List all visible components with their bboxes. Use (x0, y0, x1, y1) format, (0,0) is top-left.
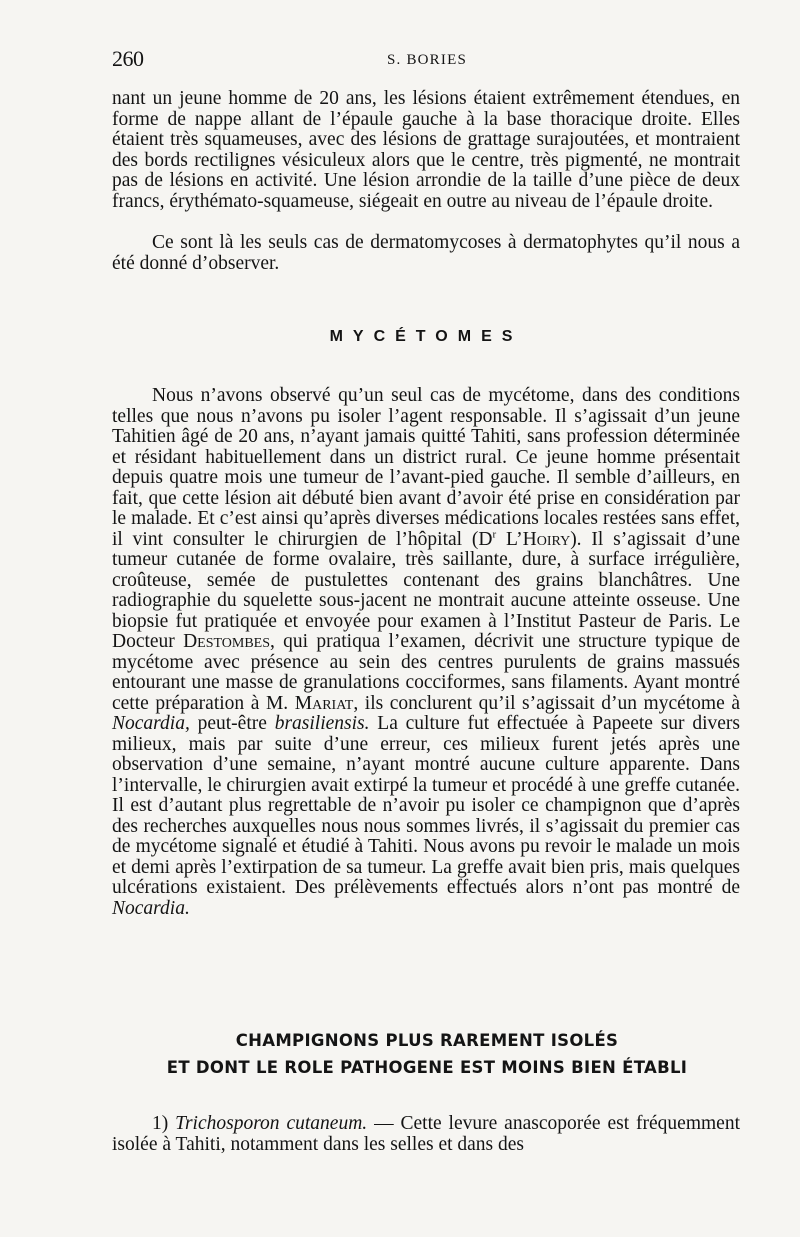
section-heading-champignons-line2: ET DONT LE ROLE PATHOGENE EST MOINS BIEN ÉTABLI (166, 1058, 688, 1077)
taxon-trichosporon: Trichosporon cutaneum. (175, 1113, 368, 1134)
paragraph-conclusion-dermatomycoses: Ce sont là les seuls cas de dermatomycoses à dermatophytes qu’il nous a été donné d’observer. (112, 232, 740, 274)
paragraph-mycetome-case: Nous n’avons observé qu’un seul cas de mycétome, dans des conditions telles que nous n’avons pu isoler l’agent responsable. Il s’agissait d’un jeune Tahitien âgé de 20 ans, n’ayant jamais quitté Tahiti, sans profession déterminée et résidant habituellement dans un district rural. Ce jeune homme présentait depuis quatre mois une tumeur de l’avant-pied gauche. Il semble d’ailleurs, en fait, que cette lésion ait débuté bien avant d’avoir été prise en considération par le malade. Et c’est ainsi qu’après diverses médications locales restées sans effet, il vint consulter le chirurgien de l’hôpital ($D^r$ L’Hoiry). Il s’agissait d’une tumeur cutanée de forme ovalaire, très saillante, dure, à surface irrégulière, croûteuse, semée de pustulettes contenant des grains blanchâtres. Une radiographie du squelette sous-jacent ne montrait aucune atteinte osseuse. Une biopsie fut pratiquée et envoyée pour examen à l’Institut Pasteur de Paris. Le Docteur Destombes, qui pratiqua l’examen, décrivit une structure typique de mycétome avec présence au sein des centres purulents de grains massués entourant une masse de granulations cocciformes, sans filaments. Ayant montré cette préparation à M. Mariat, ils conclurent qu’il s’agissait d’un mycétome à Nocardia, peut-être brasiliensis. La culture fut effectuée à Papeete sur divers milieux, mais par suite d’une erreur, ces milieux furent jetés après une observation d’une semaine, n’ayant montré aucune culture apparente. Dans l’intervalle, le chirurgien avait extirpé la tumeur et procédé à une greffe cutanée. Il est d’autant plus regrettable de n’avoir pu isoler ce champignon que d’après des recherches auxquelles nous nous sommes livrés, il s’agissait du premier cas de mycétome signalé et étudié à Tahiti. Nous avons pu revoir le malade un mois et demi après l’extirpation de sa tumeur. La greffe avait bien pris, mais quelques ulcérations existaient. Des prélèvements effectués alors n’ont pas montré de Nocardia. (112, 385, 740, 919)
page-header (112, 42, 742, 72)
section-heading-champignons-line1: CHAMPIGNONS PLUS RAREMENT ISOLÉS (235, 1031, 619, 1050)
taxon-nocardia: Nocardia, (112, 713, 190, 734)
name-lhoiry: L’Hoiry (506, 528, 571, 550)
page-number: 260 (112, 46, 144, 71)
section-heading-mycetomes: MYCÉTOMES (329, 328, 523, 345)
running-head: S. BORIES (387, 52, 467, 68)
name-mariat: Mariat (294, 692, 354, 714)
paragraph-lesions: nant un jeune homme de 20 ans, les lésions étaient extrêmement étendues, en forme de nappe allant de l’épaule gauche à la base thoracique droite. Elles étaient très squameuses, avec des lésions de grattage surajoutées, et montraient des bords rectilignes vésiculeux alors que le centre, très pigmenté, ne montrait pas de lésions en activité. Une lésion arrondie de la taille d’une pièce de deux francs, érythémato-squameuse, siégeait en outre au niveau de l’épaule droite. (112, 88, 740, 212)
paragraph-trichosporon: 1) Trichosporon cutaneum. — Cette levure anascoporée est fréquemment isolée à Tahiti, notamment dans les selles et dans des (112, 1113, 740, 1155)
name-destombes: Destombes (183, 631, 271, 652)
taxon-nocardia-2: Nocardia. (112, 897, 190, 919)
taxon-brasiliensis: brasiliensis. (274, 713, 370, 734)
